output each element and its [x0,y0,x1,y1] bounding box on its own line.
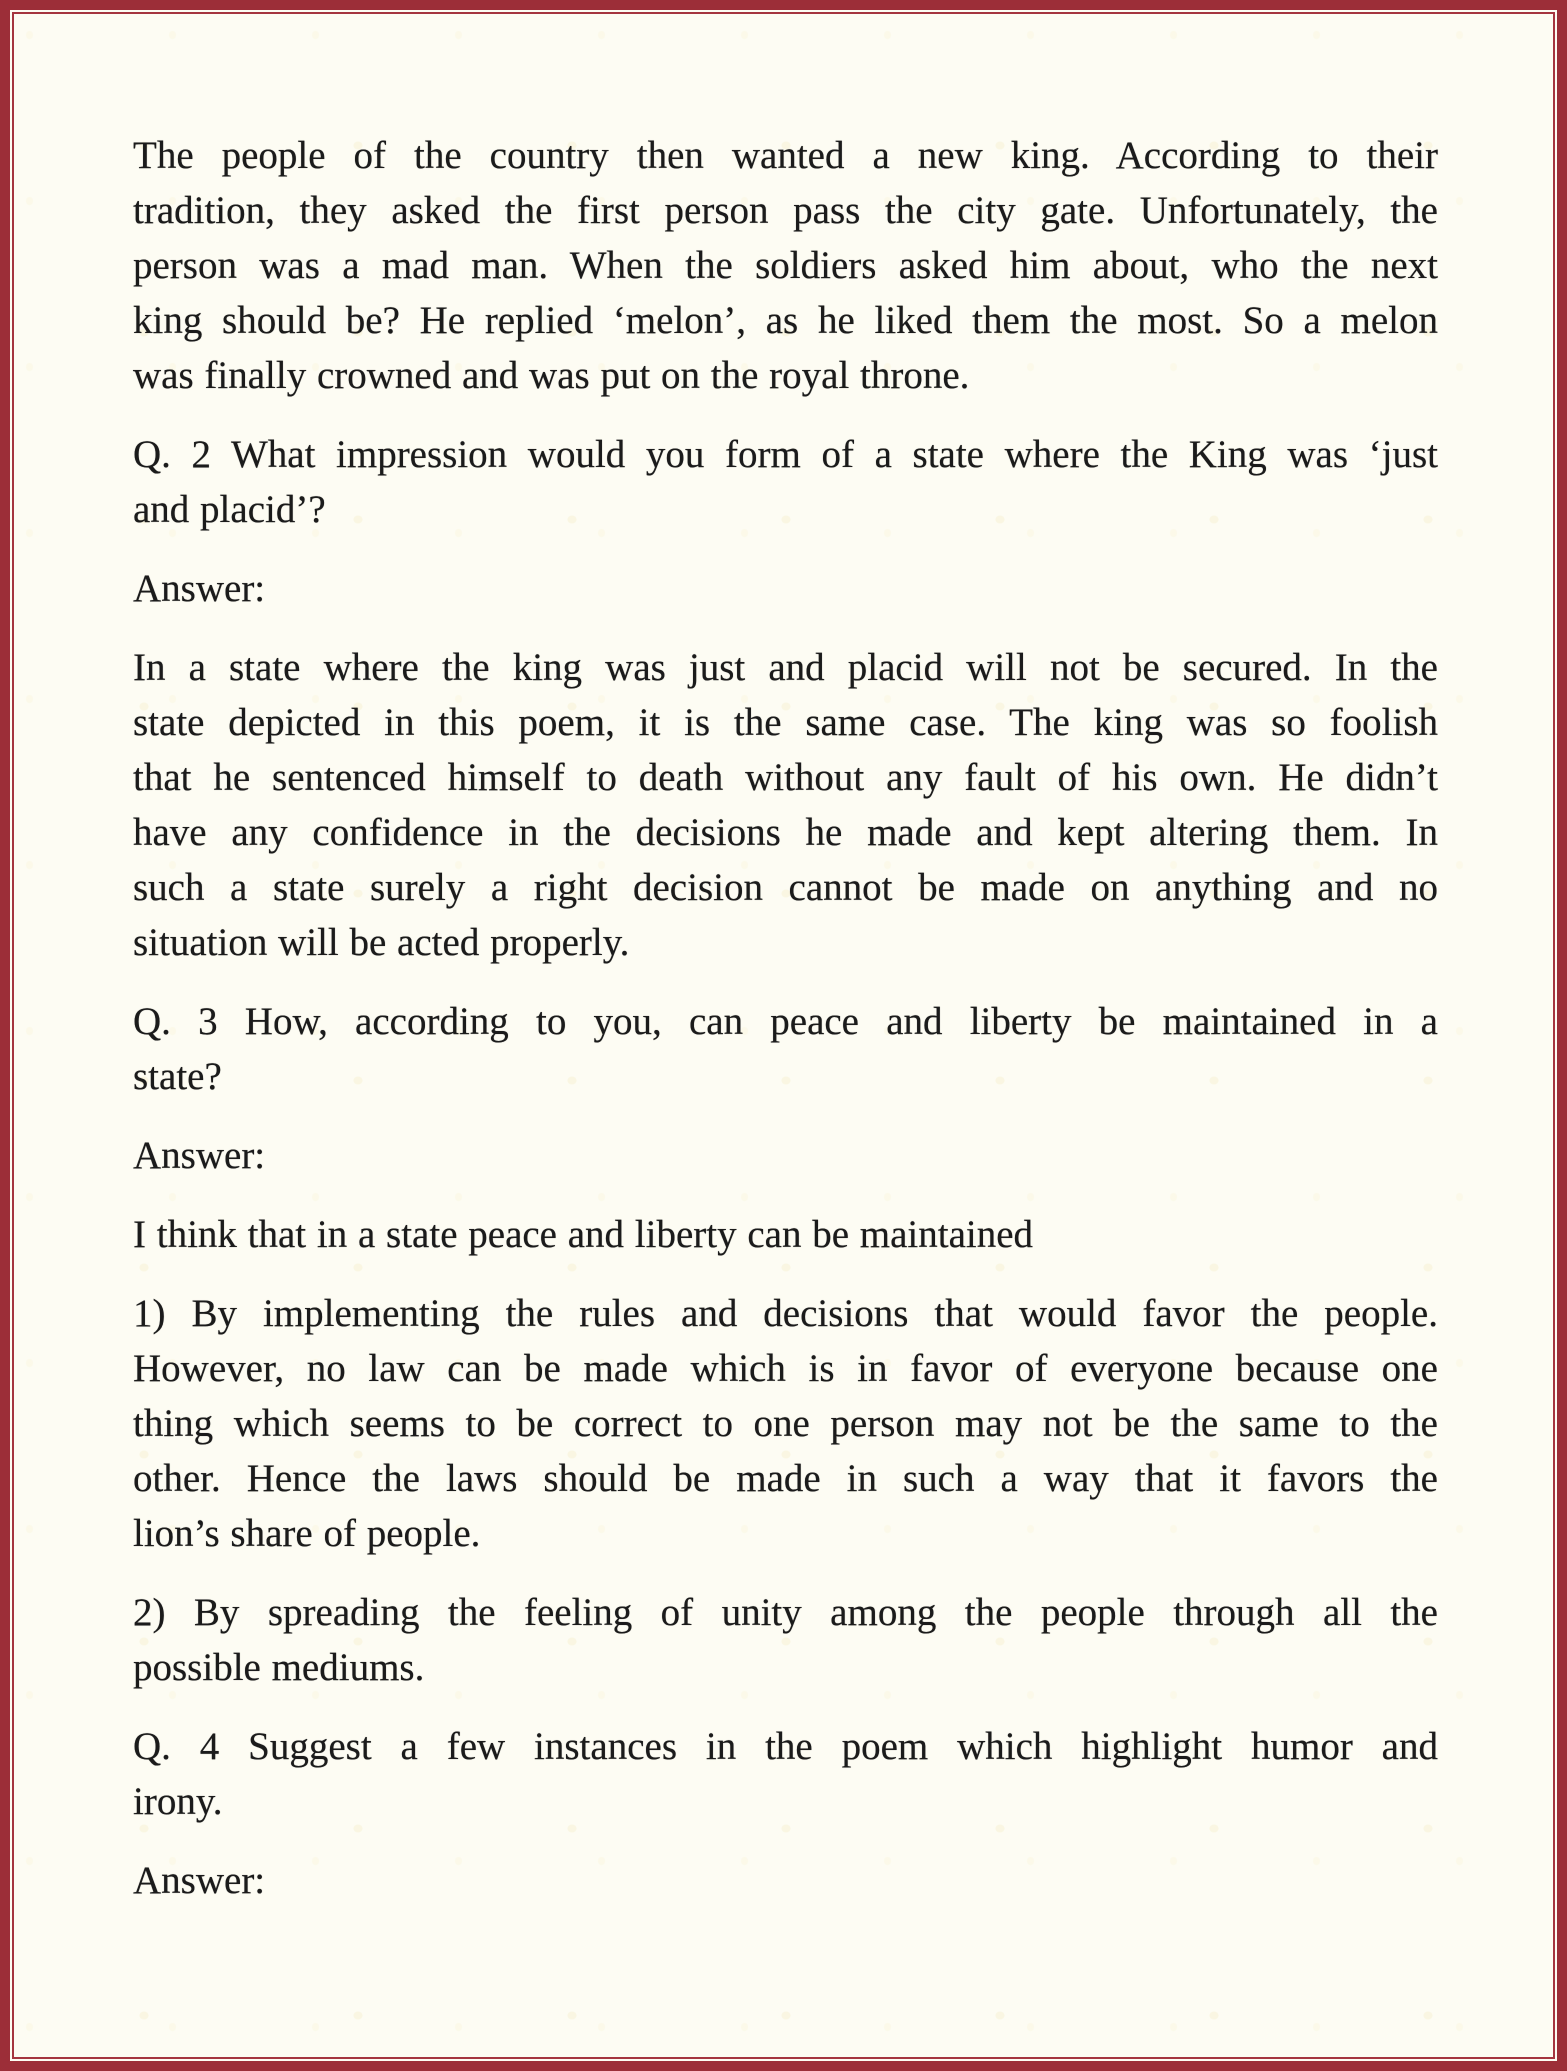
answer-label-q4 [133,1853,1438,1908]
text-line: 1) By implementing the rules and decisions that would favor the people. [133,1292,1438,1335]
text-line: 2) By spreading the feeling of unity among the people through all the [133,1591,1438,1634]
text-line: thing which seems to be correct to one person may not be the same to the [133,1402,1438,1445]
answer-3-point-1 [133,1286,1438,1561]
text-line: I think that in a state peace and liberty can be maintained [133,1213,1034,1256]
text-line: In a state where the king was just and placid will not be secured. In the [133,646,1438,689]
text-line: tradition, they asked the first person pass the city gate. Unfortunately, the [133,189,1438,232]
answer-label-q2 [133,561,1438,616]
text-line: Q. 4 Suggest a few instances in the poem which highlight humor and [133,1725,1438,1768]
answer-3-point-2 [133,1585,1438,1695]
text-line: Answer: [133,1134,266,1177]
question-2 [133,427,1438,537]
text-line: such a state surely a right decision cannot be made on anything and no [133,866,1438,909]
text-line: The people of the country then wanted a new king. According to their [133,134,1438,177]
answer-label-q3 [133,1128,1438,1183]
question-4 [133,1719,1438,1829]
text-line: However, no law can be made which is in favor of everyone because one [133,1347,1438,1390]
text-line: state depicted in this poem, it is the same case. The king was so foolish [133,701,1438,744]
text-line: Q. 3 How, according to you, can peace and liberty be maintained in a [133,1000,1438,1043]
text-line: possible mediums. [133,1646,425,1689]
text-line: Answer: [133,1859,266,1902]
text-line: Answer: [133,567,266,610]
answer-3-intro [133,1207,1438,1262]
text-line: lion’s share of people. [133,1512,481,1555]
text-line: other. Hence the laws should be made in such a way that it favors the [133,1457,1438,1500]
intro-paragraph [133,128,1438,403]
text-line: person was a mad man. When the soldiers asked him about, who the next [133,244,1438,287]
text-line: Q. 2 What impression would you form of a state where the King was ‘just [133,433,1438,476]
text-line: state? [133,1055,222,1098]
text-line: situation will be acted properly. [133,921,630,964]
answer-2 [133,640,1438,970]
text-line: irony. [133,1780,223,1823]
document-text-block [133,128,1438,1908]
question-3 [133,994,1438,1104]
text-line: was finally crowned and was put on the royal throne. [133,354,970,397]
text-line: and placid’? [133,488,326,531]
text-line: that he sentenced himself to death without any fault of his own. He didn’t [133,756,1438,799]
text-line: king should be? He replied ‘melon’, as he liked them the most. So a melon [133,299,1438,342]
text-line: have any confidence in the decisions he made and kept altering them. In [133,811,1438,854]
